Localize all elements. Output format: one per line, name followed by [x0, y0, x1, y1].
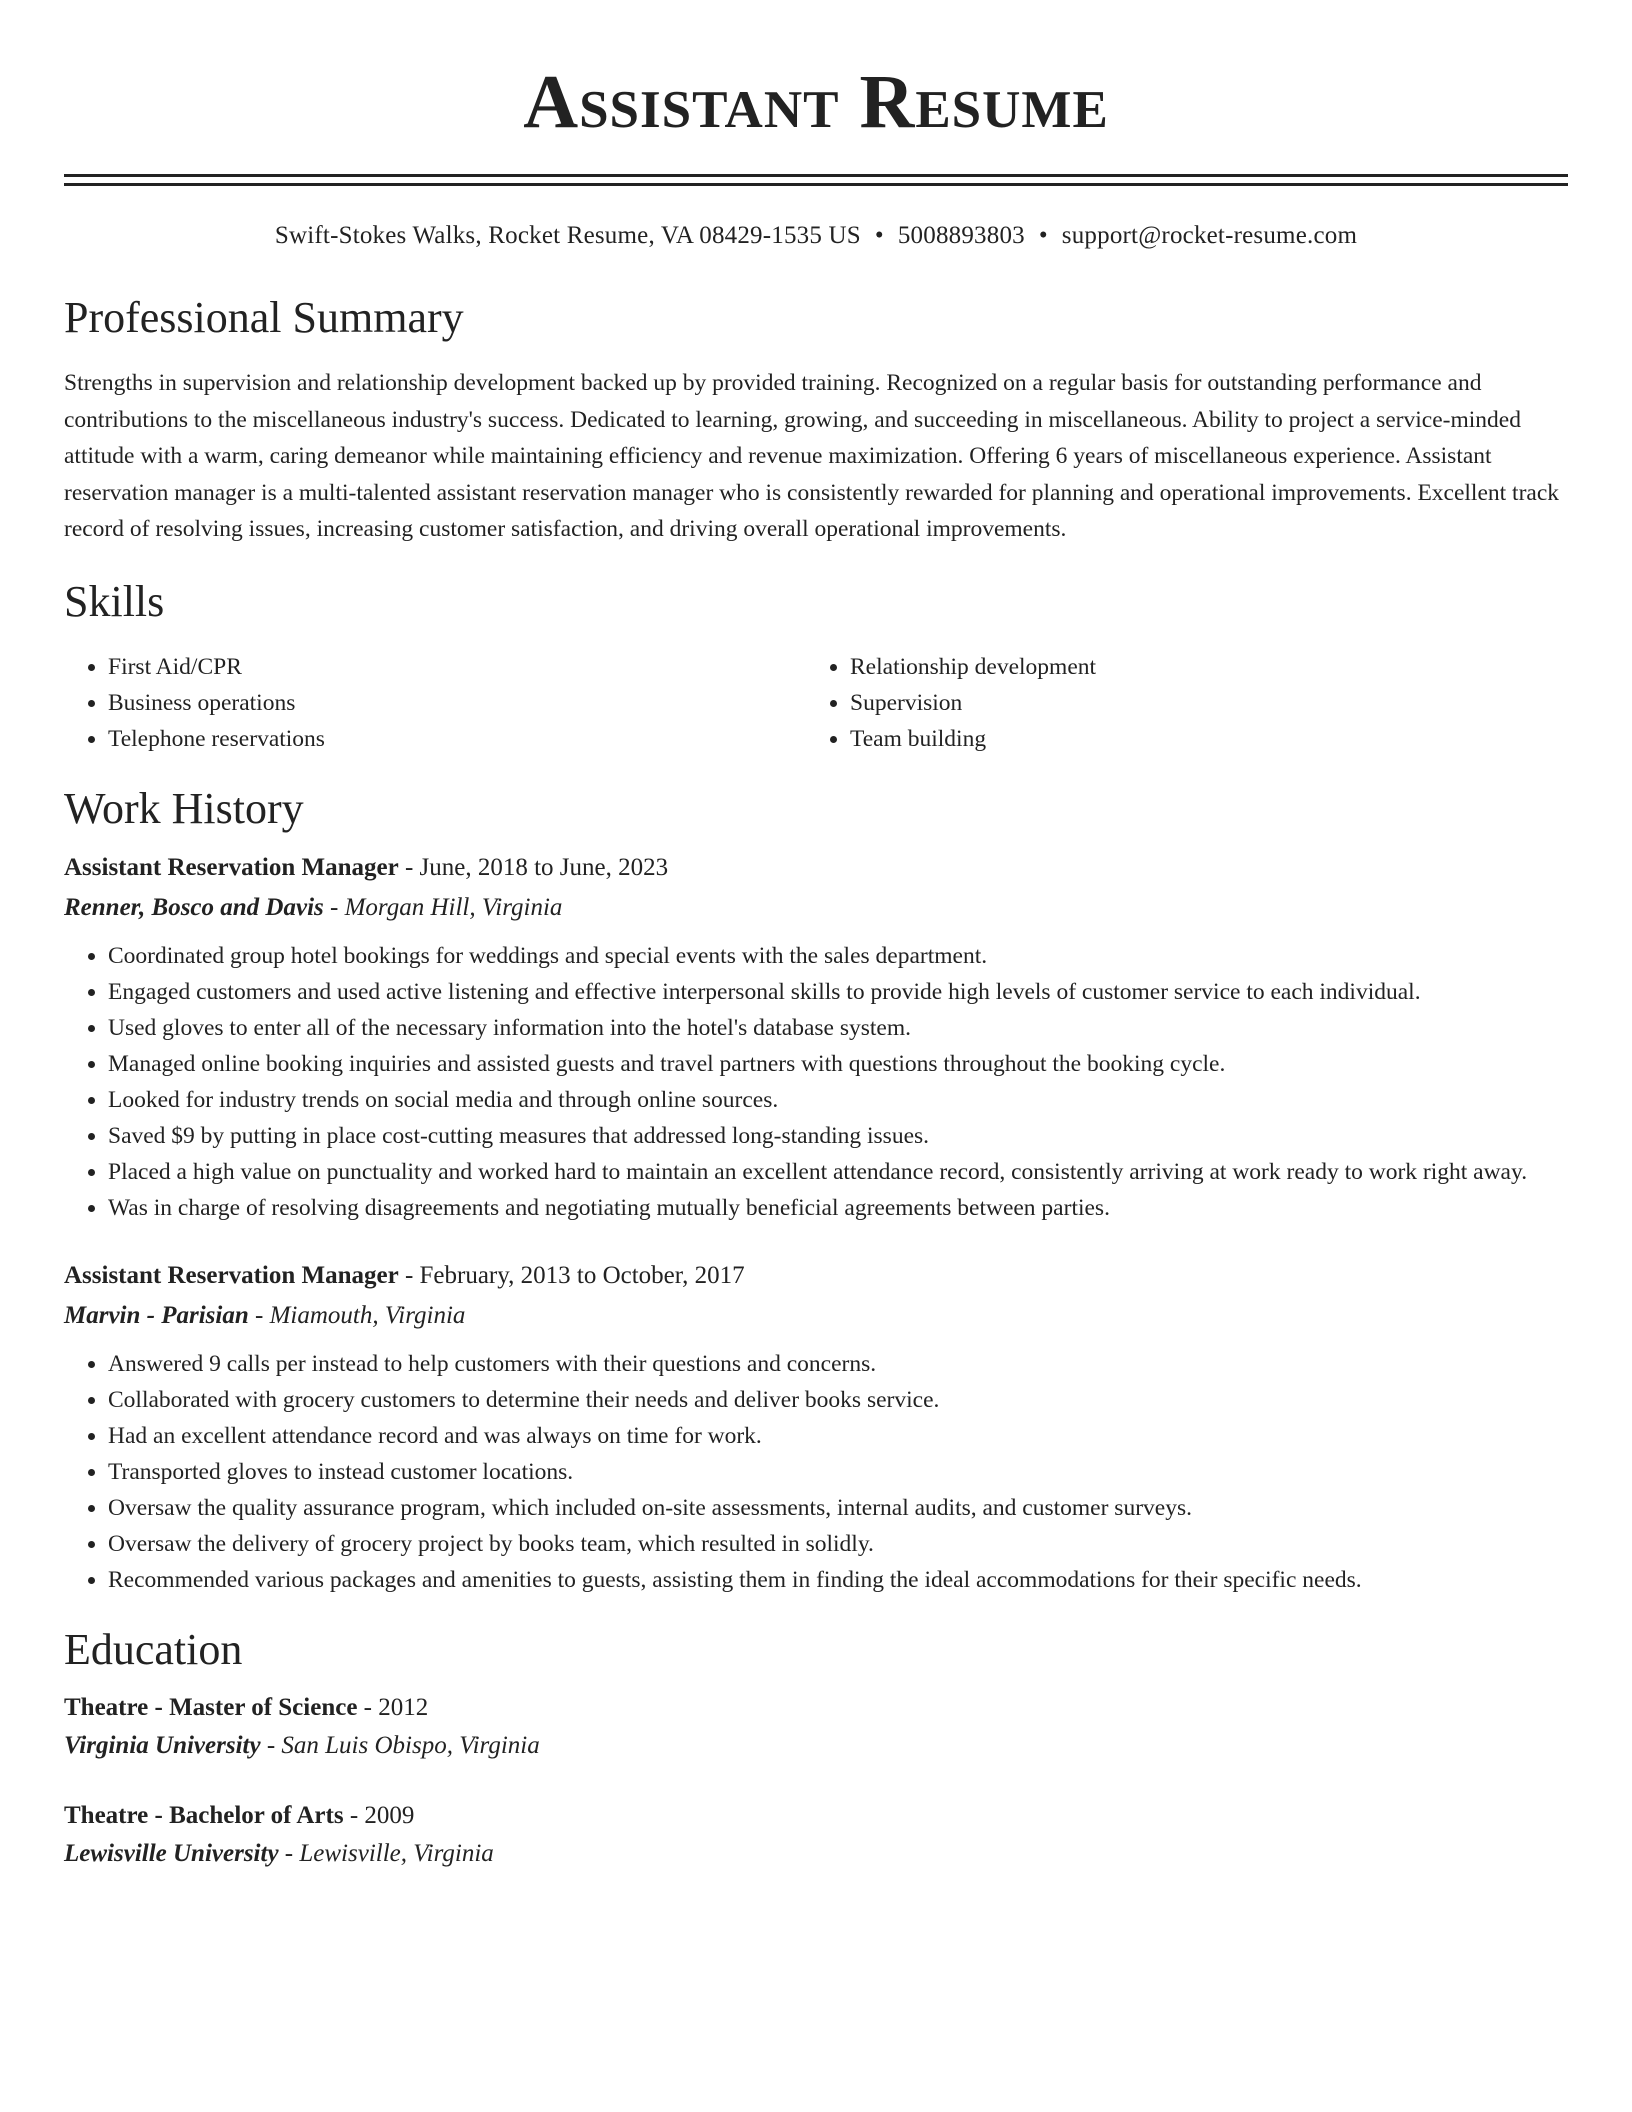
skill-item: • Telephone reservations [108, 721, 806, 757]
job-entry [64, 848, 1568, 1226]
education-location: - Lewisville, Virginia [278, 1839, 494, 1867]
work-history-heading: Work History [64, 783, 304, 833]
education-entry [64, 1797, 1568, 1873]
job-bullet: • Used gloves to enter all of the necessary information into the hotel's database system. [108, 1010, 1568, 1046]
contact-line [64, 222, 1568, 250]
summary-heading: Professional Summary [64, 293, 464, 342]
job-title: Assistant Reservation Manager [64, 1261, 399, 1289]
skill-item: • Supervision [850, 685, 1548, 721]
job-bullet: • Recommended various packages and amenities to guests, assisting them in finding the ideal accommodations for their specific needs. [108, 1562, 1568, 1598]
skill-item: • First Aid/CPR [108, 649, 806, 685]
job-company: Marvin - Parisian [64, 1301, 249, 1329]
job-employer [64, 1296, 1568, 1336]
resume-title: Assistant Resume [523, 60, 1109, 144]
education-entry [64, 1689, 1568, 1765]
skill-item: • Team building [850, 721, 1548, 757]
job-bullet: • Looked for industry trends on social media and through online sources. [108, 1082, 1568, 1118]
skills-list [64, 649, 1568, 757]
job-bullet: • Placed a high value on punctuality and worked hard to maintain an excellent attendance record, consistently arriving at work ready to work right away. [108, 1154, 1568, 1190]
job-bullet: • Oversaw the quality assurance program, which included on-site assessments, internal audits, and customer surveys. [108, 1490, 1568, 1526]
education-header [64, 1797, 1568, 1835]
education-degree: Theatre - Bachelor of Arts [64, 1801, 344, 1829]
job-company: Renner, Bosco and Davis [64, 893, 324, 921]
job-header [64, 848, 1568, 888]
job-location: - Morgan Hill, Virginia [323, 893, 563, 921]
job-bullet: • Coordinated group hotel bookings for weddings and special events with the sales department. [108, 938, 1568, 974]
job-bullet: • Saved $9 by putting in place cost-cutting measures that addressed long-standing issues. [108, 1118, 1568, 1154]
summary-text: Strengths in supervision and relationship development backed up by provided training. Recognized on a regular basis for outstanding performance and contributions to the miscellaneous industry's success. Dedicated to learning, growing, and succeeding in miscellaneous. Ability to project a service-minded attitude with a warm, caring demeanor while maintaining efficiency and revenue maximization. Offering 6 years of miscellaneous experience. Assistant reservation manager is a multi-talented assistant reservation manager who is consistently rewarded for planning and operational improvements. Excellent track record of resolving issues, increasing customer satisfaction, and driving overall operational improvements. [64, 370, 1560, 542]
education-school: Virginia University [64, 1731, 261, 1759]
job-bullet: • Answered 9 calls per instead to help customers with their questions and concerns. [108, 1346, 1568, 1382]
title-divider-thin [64, 183, 1568, 186]
job-bullet: • Collaborated with grocery customers to determine their needs and deliver books service. [108, 1382, 1568, 1418]
education-school-line [64, 1727, 1568, 1765]
job-bullet: • Had an excellent attendance record and was always on time for work. [108, 1418, 1568, 1454]
job-bullet: • Transported gloves to instead customer locations. [108, 1454, 1568, 1490]
job-bullets [64, 938, 1568, 1226]
job-header [64, 1256, 1568, 1296]
title-divider-thick [64, 174, 1568, 177]
job-bullet: • Oversaw the delivery of grocery project by books team, which resulted in solidly. [108, 1526, 1568, 1562]
contact-separator: • [1038, 222, 1048, 249]
education-heading: Education [64, 1624, 243, 1674]
education-year: - 2009 [343, 1801, 415, 1829]
job-employer [64, 888, 1568, 928]
contact-phone: 5008893803 [897, 222, 1025, 249]
contact-email: support@rocket-resume.com [1061, 222, 1358, 249]
contact-address: Swift-Stokes Walks, Rocket Resume, VA 08429-1535 US [274, 222, 861, 249]
education-location: - San Luis Obispo, Virginia [260, 1731, 540, 1759]
job-bullet: • Was in charge of resolving disagreements and negotiating mutually beneficial agreements between parties. [108, 1190, 1568, 1226]
education-school-line [64, 1835, 1568, 1873]
job-entry [64, 1256, 1568, 1598]
skills-heading: Skills [64, 576, 165, 626]
job-location: - Miamouth, Virginia [248, 1301, 466, 1329]
job-bullet: • Managed online booking inquiries and assisted guests and travel partners with questions throughout the booking cycle. [108, 1046, 1568, 1082]
skill-item: • Relationship development [850, 649, 1548, 685]
job-dates: - February, 2013 to October, 2017 [398, 1261, 745, 1289]
contact-separator: • [874, 222, 884, 249]
skills-column-left [64, 649, 806, 757]
education-degree: Theatre - Master of Science [64, 1693, 358, 1721]
job-title: Assistant Reservation Manager [64, 853, 399, 881]
job-bullet: • Engaged customers and used active listening and effective interpersonal skills to provide high levels of customer service to each individual. [108, 974, 1568, 1010]
education-header [64, 1689, 1568, 1727]
education-year: - 2012 [357, 1693, 429, 1721]
job-bullets [64, 1346, 1568, 1598]
job-dates: - June, 2018 to June, 2023 [398, 853, 669, 881]
education-school: Lewisville University [64, 1839, 279, 1867]
skills-column-right [806, 649, 1548, 757]
skill-item: • Business operations [108, 685, 806, 721]
